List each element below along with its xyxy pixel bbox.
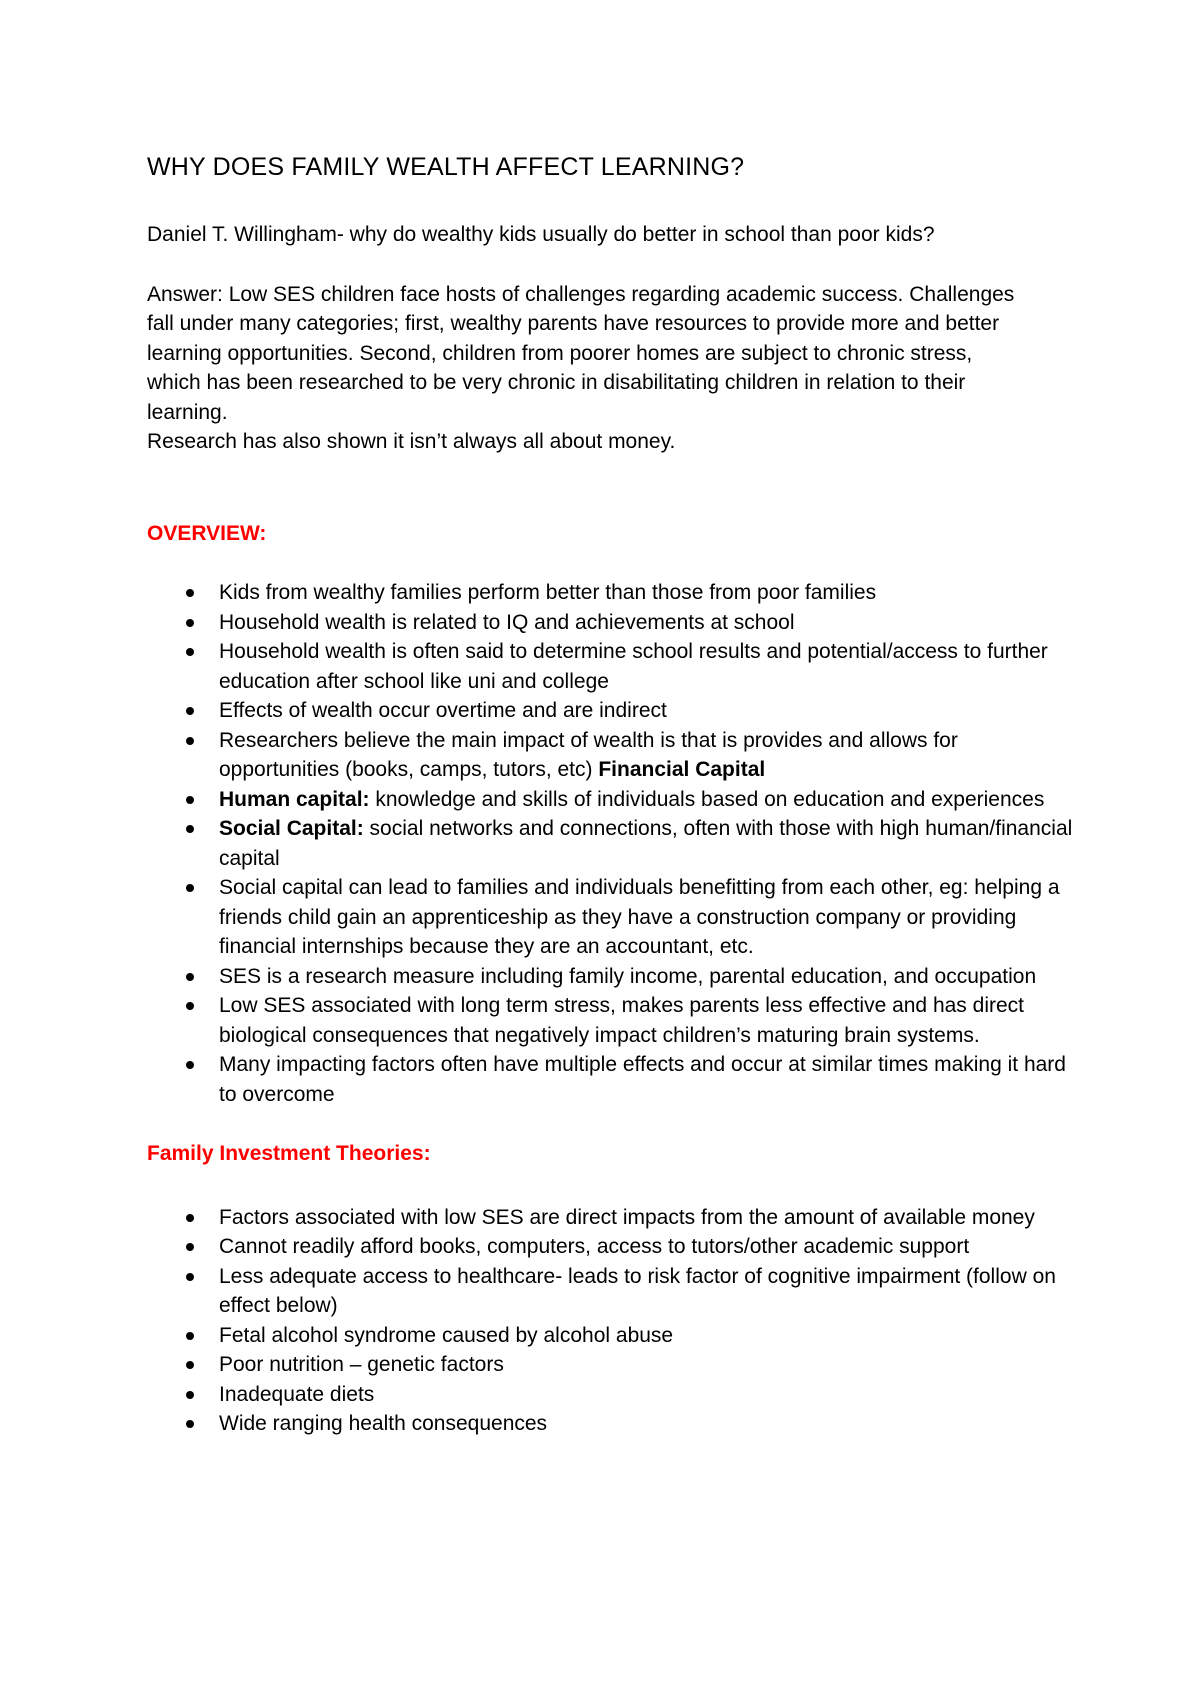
- list-item: [147, 1232, 1077, 1262]
- list-item-text: Researchers believe the main impact of wealth is that is provides and allows for opportunities (books, camps, tutors, etc): [219, 728, 958, 781]
- list-item-text: Social capital can lead to families and individuals benefitting from each other, eg: helping a friends child gain an apprenticeship as they have a construction company or providing financial internships because they are an accountant, etc.: [219, 876, 1060, 958]
- list-item-text: Household wealth is related to IQ and achievements at school: [219, 610, 795, 634]
- list-item: [147, 1050, 1077, 1109]
- overview-heading: OVERVIEW:: [147, 521, 267, 545]
- list-item: [147, 1262, 1077, 1321]
- list-item: [147, 1409, 1077, 1439]
- bullet-icon: [186, 1332, 194, 1340]
- bullet-icon: [186, 825, 194, 833]
- list-item: [147, 991, 1077, 1050]
- bullet-icon: [186, 1002, 194, 1010]
- document-title: WHY DOES FAMILY WEALTH AFFECT LEARNING?: [147, 153, 745, 181]
- bullet-icon: [186, 1061, 194, 1069]
- bullet-icon: [186, 1420, 194, 1428]
- bullet-icon: [186, 1214, 194, 1222]
- list-item-text: social networks and connections, often with those with high human/financial capital: [219, 817, 1073, 870]
- document-page: [147, 150, 1077, 1439]
- answer-line: learning opportunities. Second, children from poorer homes are subject to chronic stress,: [147, 341, 973, 365]
- list-item: [147, 1203, 1077, 1233]
- list-item: [147, 1350, 1077, 1380]
- list-item: [147, 1380, 1077, 1410]
- list-item: [147, 578, 1077, 608]
- bullet-icon: [186, 884, 194, 892]
- list-item-text: SES is a research measure including family income, parental education, and occupation: [219, 964, 1037, 988]
- list-item: [147, 608, 1077, 638]
- bullet-icon: [186, 1273, 194, 1281]
- list-item: [147, 814, 1077, 873]
- answer-line: fall under many categories; first, wealthy parents have resources to provide more and better: [147, 312, 1000, 335]
- list-item: [147, 873, 1077, 962]
- list-item: [147, 696, 1077, 726]
- list-item: [147, 726, 1077, 785]
- list-item-bold-term: Social Capital:: [219, 817, 364, 840]
- list-item-text: Wide ranging health consequences: [219, 1412, 548, 1435]
- list-item-text: knowledge and skills of individuals based on education and experiences: [375, 787, 1045, 811]
- list-item: [147, 962, 1077, 992]
- list-item-text: Less adequate access to healthcare- leads to risk factor of cognitive impairment (follow on effect below): [219, 1264, 1056, 1317]
- list-item-text: Household wealth is often said to determine school results and potential/access to further education after school like uni and college: [219, 640, 1048, 693]
- list-item-text: Poor nutrition – genetic factors: [219, 1353, 504, 1376]
- byline: Daniel T. Willingham- why do wealthy kids usually do better in school than poor kids?: [147, 223, 935, 246]
- list-item-text: Inadequate diets: [219, 1382, 375, 1406]
- bullet-icon: [186, 1361, 194, 1369]
- answer-line: which has been researched to be very chronic in disabilitating children in relation to their: [147, 371, 966, 394]
- answer-line: Research has also shown it isn’t always all about money.: [147, 430, 676, 453]
- list-item: [147, 1321, 1077, 1351]
- bullet-icon: [186, 1391, 194, 1399]
- bullet-icon: [186, 589, 194, 597]
- list-item-bold-term: Human capital:: [219, 787, 370, 811]
- list-item-text: Kids from wealthy families perform better than those from poor families: [219, 581, 877, 604]
- family-investment-list: [147, 1203, 1077, 1439]
- list-item-text: Fetal alcohol syndrome caused by alcohol abuse: [219, 1323, 674, 1347]
- bullet-icon: [186, 973, 194, 981]
- bullet-icon: [186, 619, 194, 627]
- bullet-icon: [186, 1243, 194, 1251]
- list-item-bold-term: Financial Capital: [598, 758, 766, 781]
- answer-paragraph: [147, 280, 1077, 457]
- list-item-text: Effects of wealth occur overtime and are indirect: [219, 699, 667, 722]
- family-investment-heading: Family Investment Theories:: [147, 1142, 431, 1165]
- list-item: [147, 637, 1077, 696]
- list-item-text: Low SES associated with long term stress, makes parents less effective and has direct biological consequences that negatively impact children’s maturing brain systems.: [219, 994, 1024, 1047]
- list-item-text: Many impacting factors often have multiple effects and occur at similar times making it hard to overcome: [219, 1053, 1066, 1106]
- answer-line: Answer: Low SES children face hosts of challenges regarding academic success. Challenges: [147, 282, 1015, 306]
- bullet-icon: [186, 648, 194, 656]
- list-item: [147, 785, 1077, 815]
- list-item-text: Cannot readily afford books, computers, access to tutors/other academic support: [219, 1235, 970, 1258]
- list-item-text: Factors associated with low SES are direct impacts from the amount of available money: [219, 1205, 1035, 1229]
- bullet-icon: [186, 707, 194, 715]
- answer-line: learning.: [147, 400, 228, 424]
- bullet-icon: [186, 737, 194, 745]
- overview-list: [147, 578, 1077, 1109]
- bullet-icon: [186, 796, 194, 804]
